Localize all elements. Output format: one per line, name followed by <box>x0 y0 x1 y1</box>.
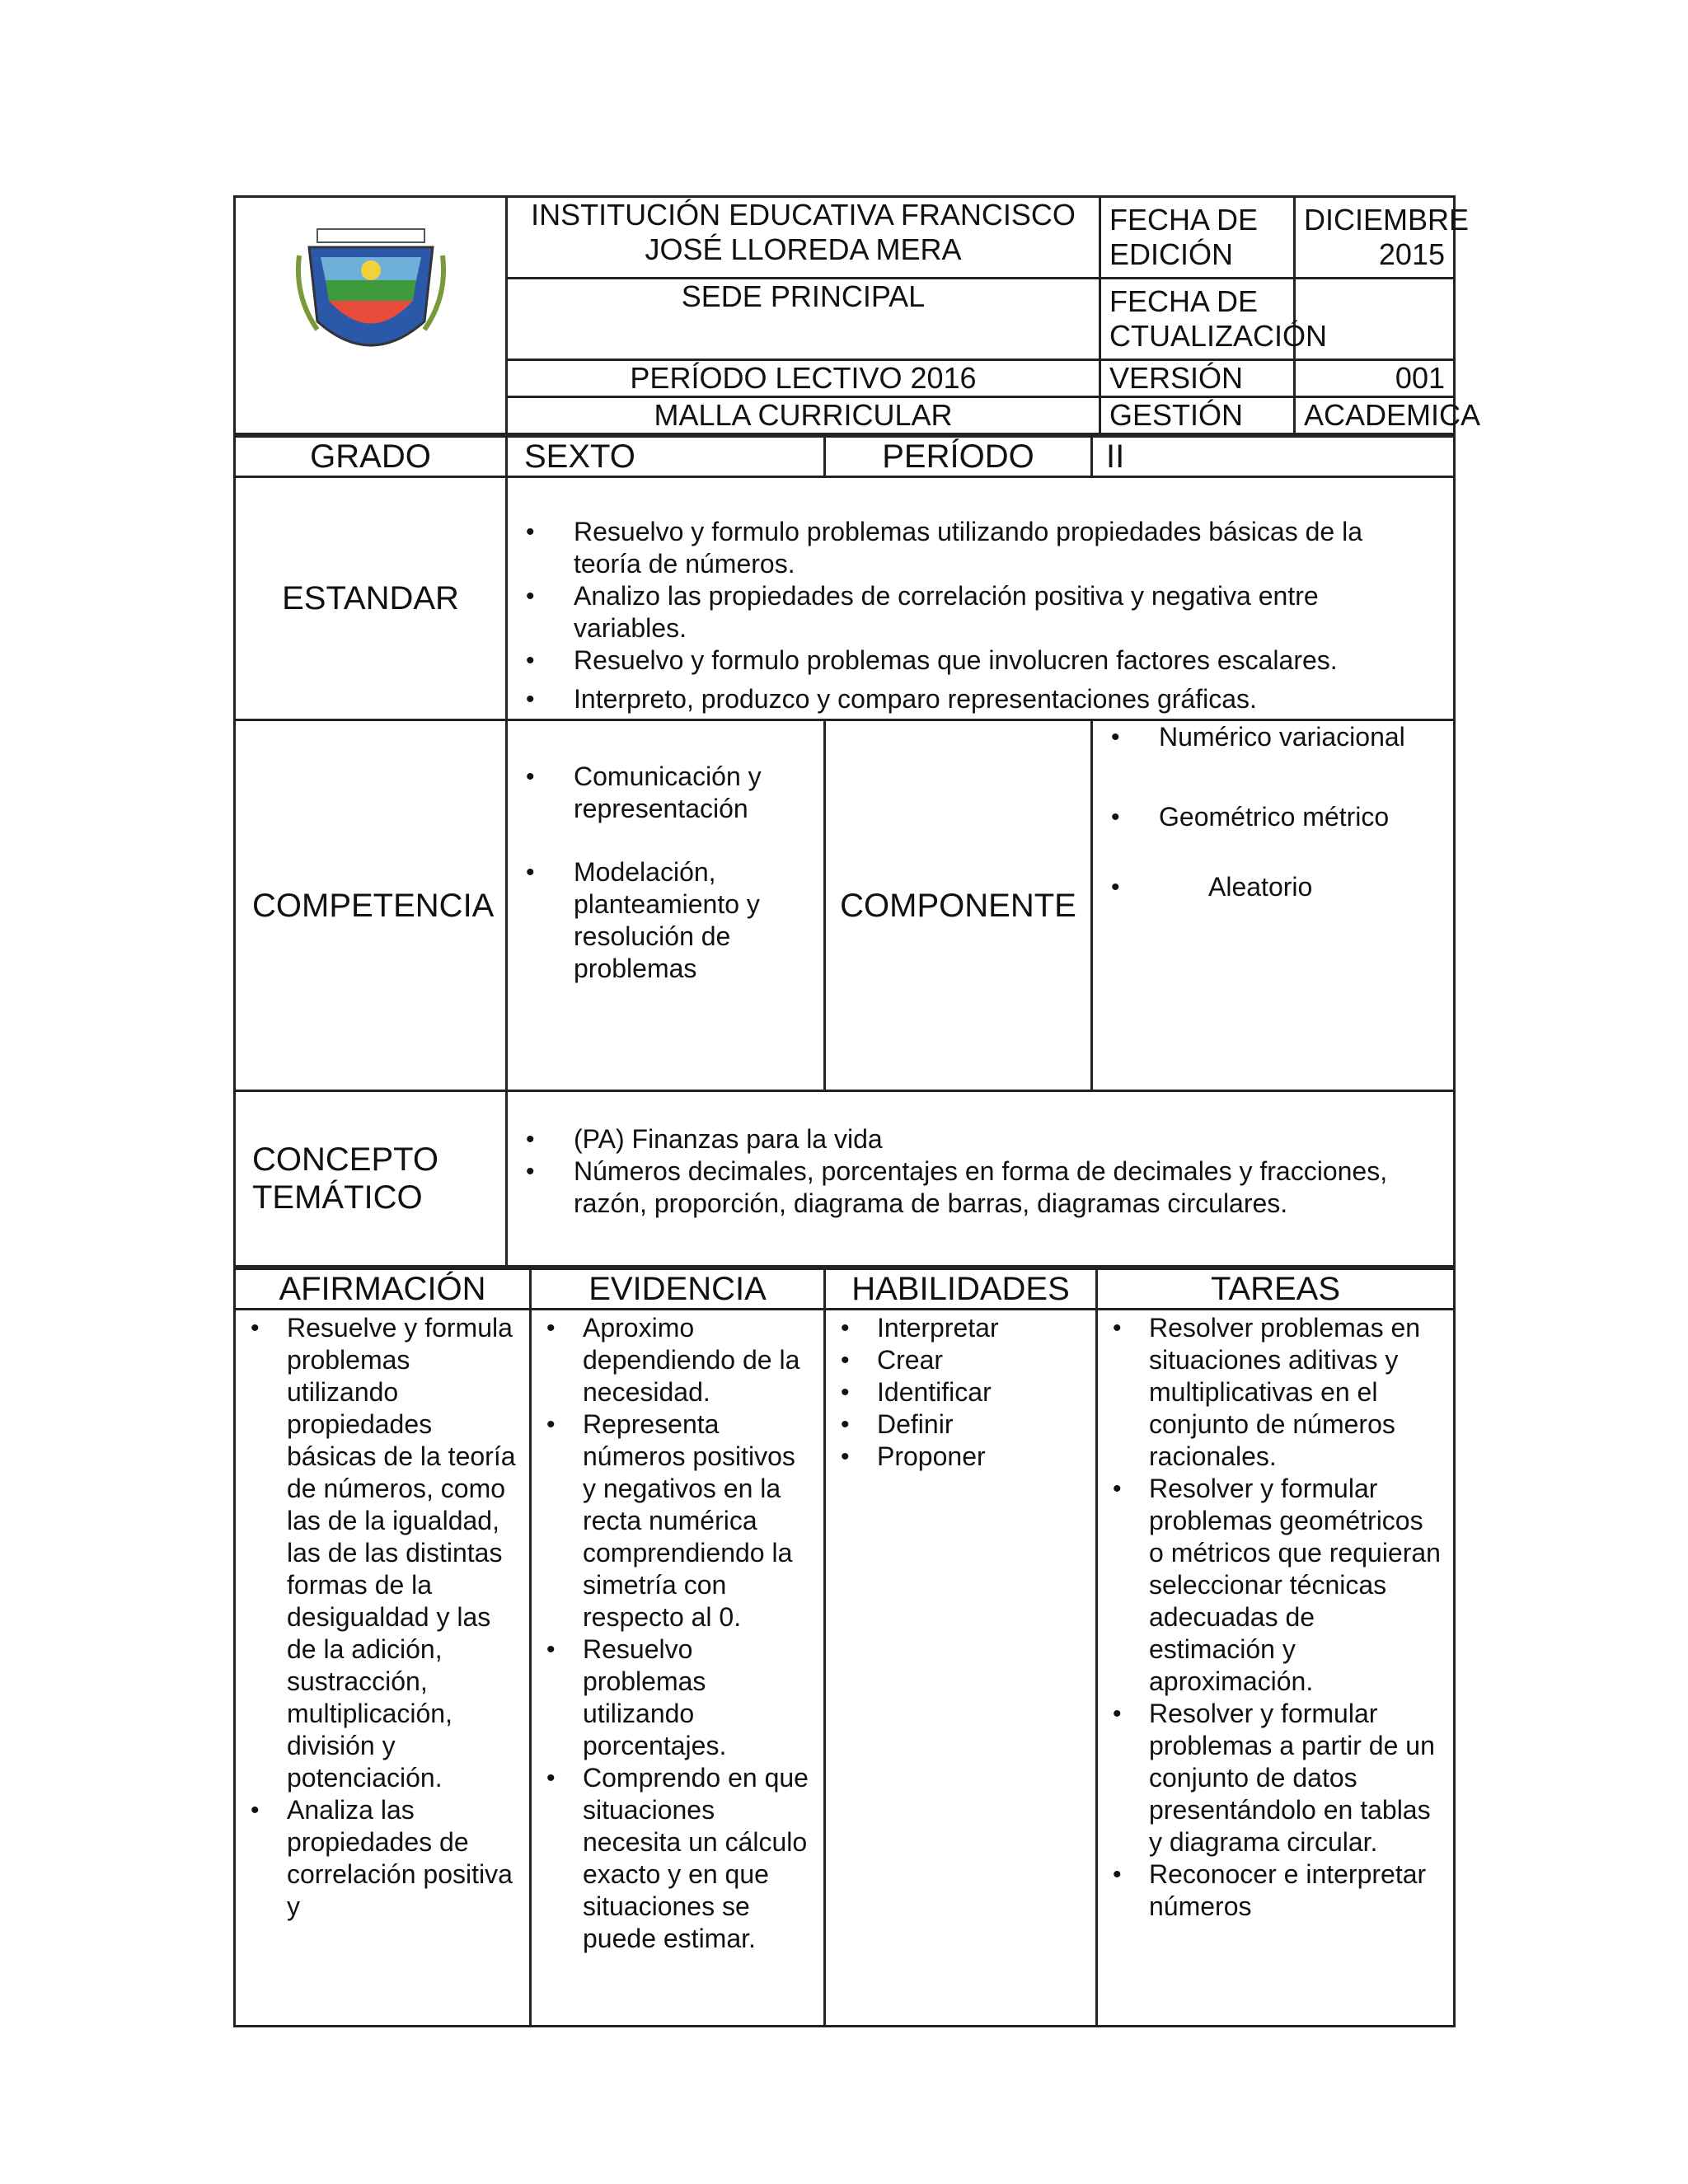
habilidades-item: • Crear <box>826 1344 1095 1376</box>
estandar-content <box>507 477 1455 720</box>
competencia-item: • Comunicación y representación <box>508 761 812 825</box>
habilidades-item: • Definir <box>826 1408 1095 1441</box>
fecha-edicion-value-line2: 2015 <box>1378 237 1445 271</box>
habilidades-content <box>825 1310 1097 2027</box>
habilidades-item: • Interpretar <box>826 1312 1095 1344</box>
tareas-list <box>1098 1312 1442 1923</box>
tareas-item: • Resolver y formular problemas a partir de un conjunto de datos presentándolo en tablas y diagrama circular. <box>1098 1698 1442 1858</box>
institution-name-cell <box>507 197 1100 279</box>
fecha-edicion-value-line1: DICIEMBRE <box>1304 203 1470 237</box>
concepto-label-line1: CONCEPTO <box>252 1141 438 1178</box>
gestion-value: ACADEMICA <box>1295 397 1455 434</box>
tareas-item: • Reconocer e interpretar números <box>1098 1858 1442 1923</box>
fecha-actualizacion-label <box>1100 279 1328 360</box>
institution-name-line2: JOSÉ LLOREDA MERA <box>645 232 962 266</box>
competencia-item: • Modelación, planteamiento y resolución de problemas <box>508 856 812 985</box>
version-value: 001 <box>1295 360 1455 397</box>
concepto-label-line2: TEMÁTICO <box>252 1179 423 1216</box>
periodo-label: PERÍODO <box>825 437 1092 477</box>
componente-content <box>1092 720 1455 1091</box>
evidencia-list <box>532 1312 814 1955</box>
concepto-content <box>507 1091 1455 1267</box>
tareas-header: TAREAS <box>1097 1269 1455 1310</box>
habilidades-header: HABILIDADES <box>825 1269 1097 1310</box>
logo-cell <box>235 197 507 434</box>
tareas-content <box>1097 1310 1455 2027</box>
afirmacion-item: • Resuelve y formula problemas utilizando propiedades básicas de la teoría de números, como las de la igualdad, las de las distintas formas de la desigualdad y las de la adición, sustracción, multiplicación, división y potenciación. <box>236 1312 519 1794</box>
concepto-list <box>508 1123 1433 1220</box>
estandar-list <box>508 516 1437 715</box>
fecha-actualizacion-label-line1: FECHA DE <box>1109 284 1259 318</box>
evidencia-header: EVIDENCIA <box>531 1269 825 1310</box>
componente-item: • Numérico variacional <box>1093 721 1453 753</box>
afirmacion-header: AFIRMACIÓN <box>235 1269 531 1310</box>
afirmacion-content <box>235 1310 531 2027</box>
curriculum-document <box>233 195 1481 2027</box>
malla-curricular-cell: MALLA CURRICULAR <box>507 397 1100 434</box>
fecha-edicion-label <box>1100 197 1295 279</box>
estandar-item: • Interpreto, produzco y comparo representaciones gráficas. <box>508 683 1437 715</box>
concepto-label <box>235 1091 507 1267</box>
evidencia-content <box>531 1310 825 2027</box>
tareas-item: • Resolver problemas en situaciones aditivas y multiplicativas en el conjunto de números racionales. <box>1098 1312 1442 1473</box>
componente-item: • Geométrico métrico <box>1093 801 1453 833</box>
estandar-item: • Resuelvo y formulo problemas utilizando propiedades básicas de la teoría de números. <box>508 516 1437 580</box>
afirmacion-item: • Analiza las propiedades de correlación positiva y <box>236 1794 519 1923</box>
habilidades-item: • Proponer <box>826 1441 1095 1473</box>
fecha-edicion-label-line2: EDICIÓN <box>1109 237 1234 271</box>
afirmacion-list <box>236 1312 519 1923</box>
estandar-item: • Resuelvo y formulo problemas que involucren factores escalares. <box>508 644 1437 677</box>
institution-name-line1: INSTITUCIÓN EDUCATIVA FRANCISCO <box>531 198 1076 232</box>
bottom-table <box>233 1268 1456 2027</box>
competencia-label: COMPETENCIA <box>235 720 507 1091</box>
habilidades-list <box>826 1312 1095 1473</box>
grado-label: GRADO <box>235 437 507 477</box>
evidencia-item: • Comprendo en que situaciones necesita un cálculo exacto y en que situaciones se puede estimar. <box>532 1762 814 1955</box>
periodo-lectivo-cell: PERÍODO LECTIVO 2016 <box>507 360 1100 397</box>
tareas-item: • Resolver y formular problemas geométricos o métricos que requieran seleccionar técnicas adecuadas de estimación y aproximación. <box>1098 1473 1442 1698</box>
evidencia-item: • Resuelvo problemas utilizando porcentajes. <box>532 1633 814 1762</box>
periodo-value: II <box>1092 437 1455 477</box>
fecha-edicion-label-line1: FECHA DE <box>1109 203 1259 237</box>
header-table <box>233 195 1481 435</box>
version-label: VERSIÓN <box>1100 360 1295 397</box>
evidencia-item: • Aproximo dependiendo de la necesidad. <box>532 1312 814 1408</box>
concepto-item: • Números decimales, porcentajes en forma de decimales y fracciones, razón, proporción, diagrama de barras, diagramas circulares. <box>508 1155 1433 1220</box>
componente-label: COMPONENTE <box>825 720 1092 1091</box>
competencia-list <box>508 761 812 985</box>
school-crest-logo <box>293 223 449 371</box>
fecha-edicion-value <box>1295 197 1470 279</box>
grado-value: SEXTO <box>507 437 825 477</box>
habilidades-item: • Identificar <box>826 1376 1095 1408</box>
fecha-actualizacion-label-line2: CTUALIZACIÓN <box>1109 319 1328 353</box>
componente-list <box>1093 721 1453 903</box>
estandar-item: • Analizo las propiedades de correlación positiva y negativa entre variables. <box>508 580 1437 644</box>
estandar-label: ESTANDAR <box>235 477 507 720</box>
competencia-content <box>507 720 825 1091</box>
evidencia-item: • Representa números positivos y negativos en la recta numérica comprendiendo la simetría con respecto al 0. <box>532 1408 814 1633</box>
sede-cell: SEDE PRINCIPAL <box>507 279 1100 360</box>
main-table <box>233 435 1456 1268</box>
concepto-item: • (PA) Finanzas para la vida <box>508 1123 1433 1155</box>
componente-item: • Aleatorio <box>1093 871 1453 903</box>
gestion-label: GESTIÓN <box>1100 397 1295 434</box>
